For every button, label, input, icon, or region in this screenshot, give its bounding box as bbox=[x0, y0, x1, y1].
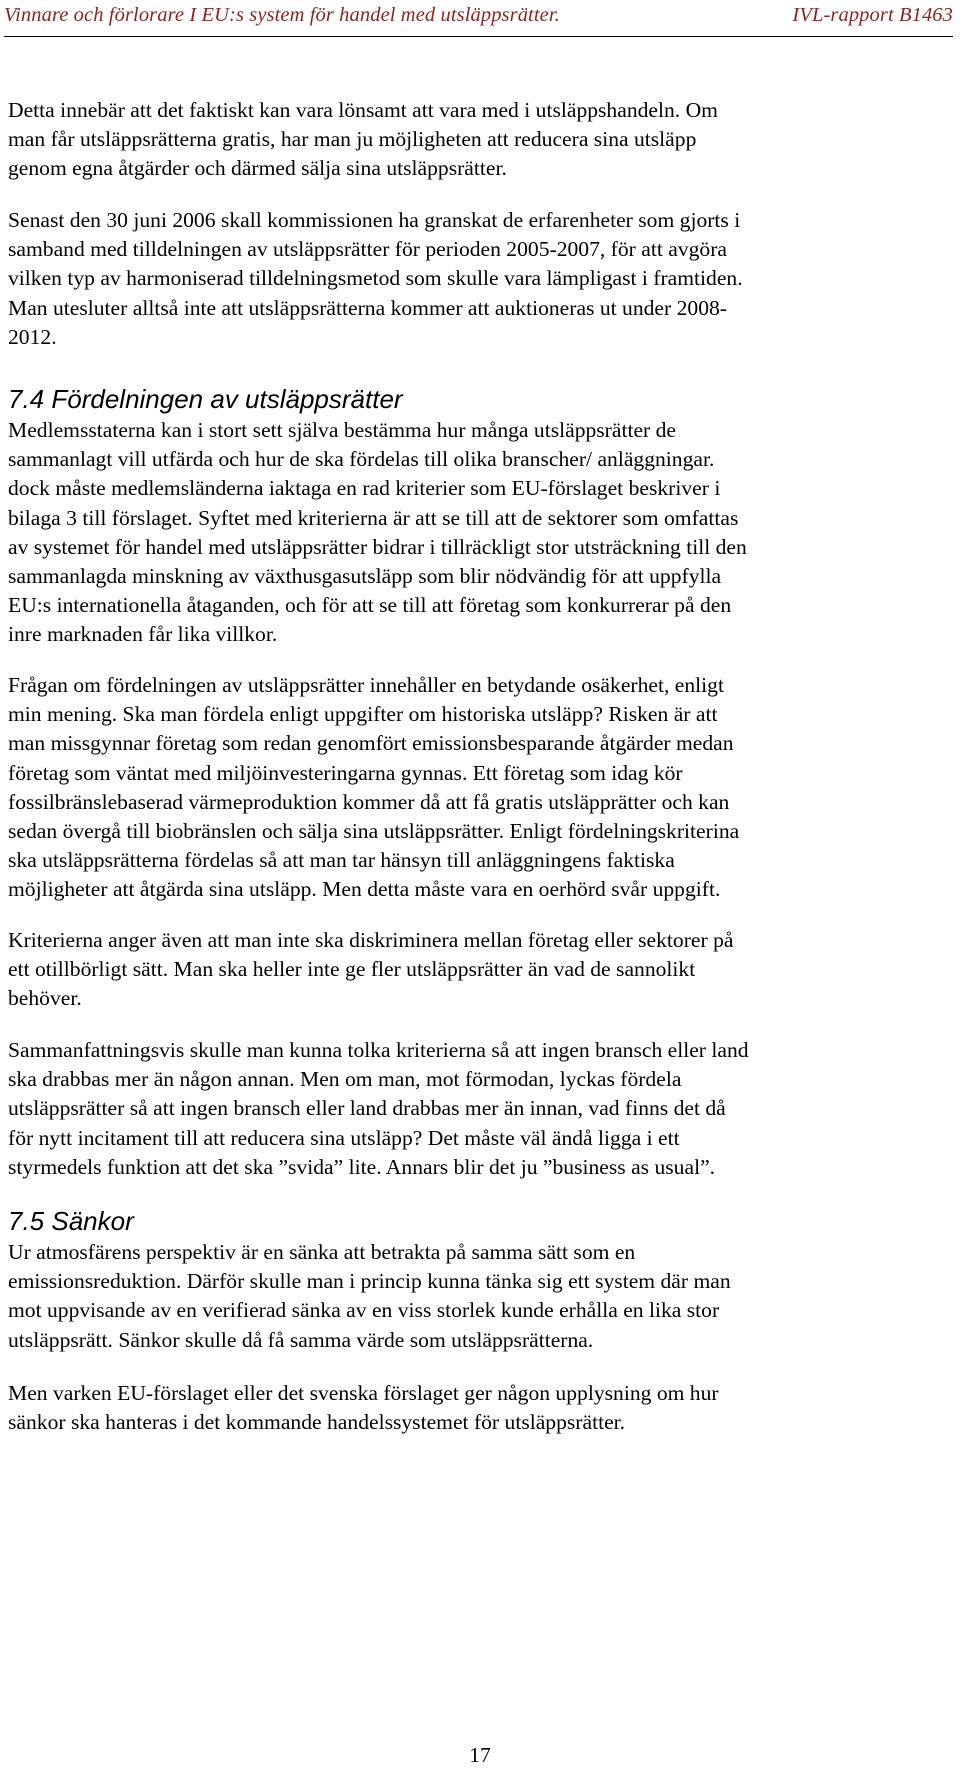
paragraph-3 bbox=[8, 416, 940, 650]
text-line: fossilbränslebaserad värmeproduktion kommer då att få gratis utsläpprätter och kan bbox=[8, 789, 730, 814]
text-line: man missgynnar företag som redan genomfört emissionsbesparande åtgärder medan bbox=[8, 731, 734, 756]
text-line: ett otillbörligt sätt. Man ska heller inte ge fler utsläppsrätter än vad de sannolikt bbox=[8, 957, 696, 982]
text-line: sammanlagt vill utfärda och hur de ska fördelas till olika branscher/ anläggningar. bbox=[8, 447, 715, 472]
text-line: sedan övergå till biobränslen och sälja sina utsläppsrätter. Enligt fördelningskriterina bbox=[8, 819, 740, 844]
text-line: man får utsläppsrätterna gratis, har man ju möjligheten att reducera sina utsläpp bbox=[8, 127, 697, 152]
text-line: Sammanfattningsvis skulle man kunna tolka kriterierna så att ingen bransch eller land bbox=[8, 1038, 749, 1062]
section-heading-7-5: 7.5 Sänkor bbox=[8, 1206, 134, 1236]
text-line: bilaga 3 till förslaget. Syftet med kriterierna är att se till att de sektorer som omfattas bbox=[8, 505, 739, 530]
paragraph-5 bbox=[8, 926, 940, 1014]
section-heading-7-4: 7.4 Fördelningen av utsläppsrätter bbox=[8, 384, 403, 414]
text-line: för nytt incitament till att reducera sina utsläpp? Det måste väl ändå ligga i ett bbox=[8, 1125, 680, 1150]
header-divider bbox=[4, 36, 953, 37]
paragraph-8 bbox=[8, 1379, 940, 1437]
text-line: Man utesluter alltså inte att utsläppsrätterna kommer att auktioneras ut under 2008- bbox=[8, 295, 727, 320]
text-line: Ur atmosfärens perspektiv är en sänka att betrakta på samma sätt som en bbox=[8, 1240, 636, 1264]
paragraph-6 bbox=[8, 1036, 940, 1182]
text-line: utsläppsrätt. Sänkor skulle då få samma värde som utsläppsrätterna. bbox=[8, 1327, 594, 1352]
text-line: styrmedels funktion att det ska ”svida” lite. Annars blir det ju ”business as usual”. bbox=[8, 1154, 716, 1179]
page-header bbox=[4, 4, 953, 36]
text-line: vilken typ av harmoniserad tilldelningsmetod som skulle vara lämpligast i framtiden. bbox=[8, 266, 743, 291]
text-line: utsläppsrätter så att ingen bransch eller land drabbas mer än innan, vad finns det då bbox=[8, 1096, 726, 1121]
text-line: min mening. Ska man fördela enligt uppgifter om historiska utsläpp? Risken är att bbox=[8, 702, 718, 727]
text-line: Kriterierna anger även att man inte ska diskriminera mellan företag eller sektorer på bbox=[8, 928, 734, 952]
text-line: behöver. bbox=[8, 986, 82, 1011]
text-line: möjligheter att åtgärda sina utsläpp. Men detta måste vara en oerhörd svår uppgift. bbox=[8, 877, 721, 902]
text-line: dock måste medlemsländerna iaktaga en rad kriterier som EU-förslaget beskriver i bbox=[8, 476, 721, 501]
text-line: sänkor ska hanteras i det kommande handelssystemet för utsläppsrätter. bbox=[8, 1410, 626, 1435]
text-line: ska utsläppsrätterna fördelas så att man tar hänsyn till anläggningens faktiska bbox=[8, 848, 675, 873]
text-line: företag som väntat med miljöinvesteringarna gynnas. Ett företag som idag kör bbox=[8, 760, 683, 785]
paragraph-2 bbox=[8, 206, 940, 352]
paragraph-1 bbox=[8, 96, 940, 184]
header-report-id: IVL-rapport B1463 bbox=[792, 4, 953, 26]
text-line: 2012. bbox=[8, 324, 57, 349]
text-line: mot uppvisande av en verifierad sänka av en viss storlek kunde erhålla en lika stor bbox=[8, 1298, 720, 1323]
header-title: Vinnare och förlorare I EU:s system för handel med utsläppsrätter. bbox=[4, 4, 560, 26]
text-line: av systemet för handel med utsläppsrätter bidrar i tillräckligt stor utsträckning till den bbox=[8, 534, 747, 559]
page-number: 17 bbox=[469, 1743, 491, 1767]
text-line: genom egna åtgärder och därmed sälja sina utsläppsrätter. bbox=[8, 156, 507, 181]
text-line: Frågan om fördelningen av utsläppsrätter innehåller en betydande osäkerhet, enligt bbox=[8, 673, 724, 697]
text-line: inre marknaden får lika villkor. bbox=[8, 622, 278, 647]
text-line: Men varken EU-förslaget eller det svenska förslaget ger någon upplysning om hur bbox=[8, 1381, 719, 1405]
text-line: Medlemsstaterna kan i stort sett själva bestämma hur många utsläppsrätter de bbox=[8, 418, 677, 442]
paragraph-7 bbox=[8, 1238, 940, 1355]
text-line: emissionsreduktion. Därför skulle man i princip kunna tänka sig ett system där man bbox=[8, 1269, 731, 1294]
text-line: sammanlagda minskning av växthusgasutsläpp som blir nödvändig för att uppfylla bbox=[8, 564, 722, 589]
text-line: Senast den 30 juni 2006 skall kommissionen ha granskat de erfarenheter som gjorts i bbox=[8, 208, 741, 232]
text-line: Detta innebär att det faktiskt kan vara lönsamt att vara med i utsläppshandeln. Om bbox=[8, 98, 718, 122]
paragraph-4 bbox=[8, 671, 940, 905]
text-line: ska drabbas mer än någon annan. Men om man, mot förmodan, lyckas fördela bbox=[8, 1067, 682, 1092]
text-line: samband med tilldelningen av utsläppsrätter för perioden 2005-2007, för att avgöra bbox=[8, 237, 727, 262]
text-line: EU:s internationella åtaganden, och för att se till att företag som konkurrerar på den bbox=[8, 593, 732, 618]
